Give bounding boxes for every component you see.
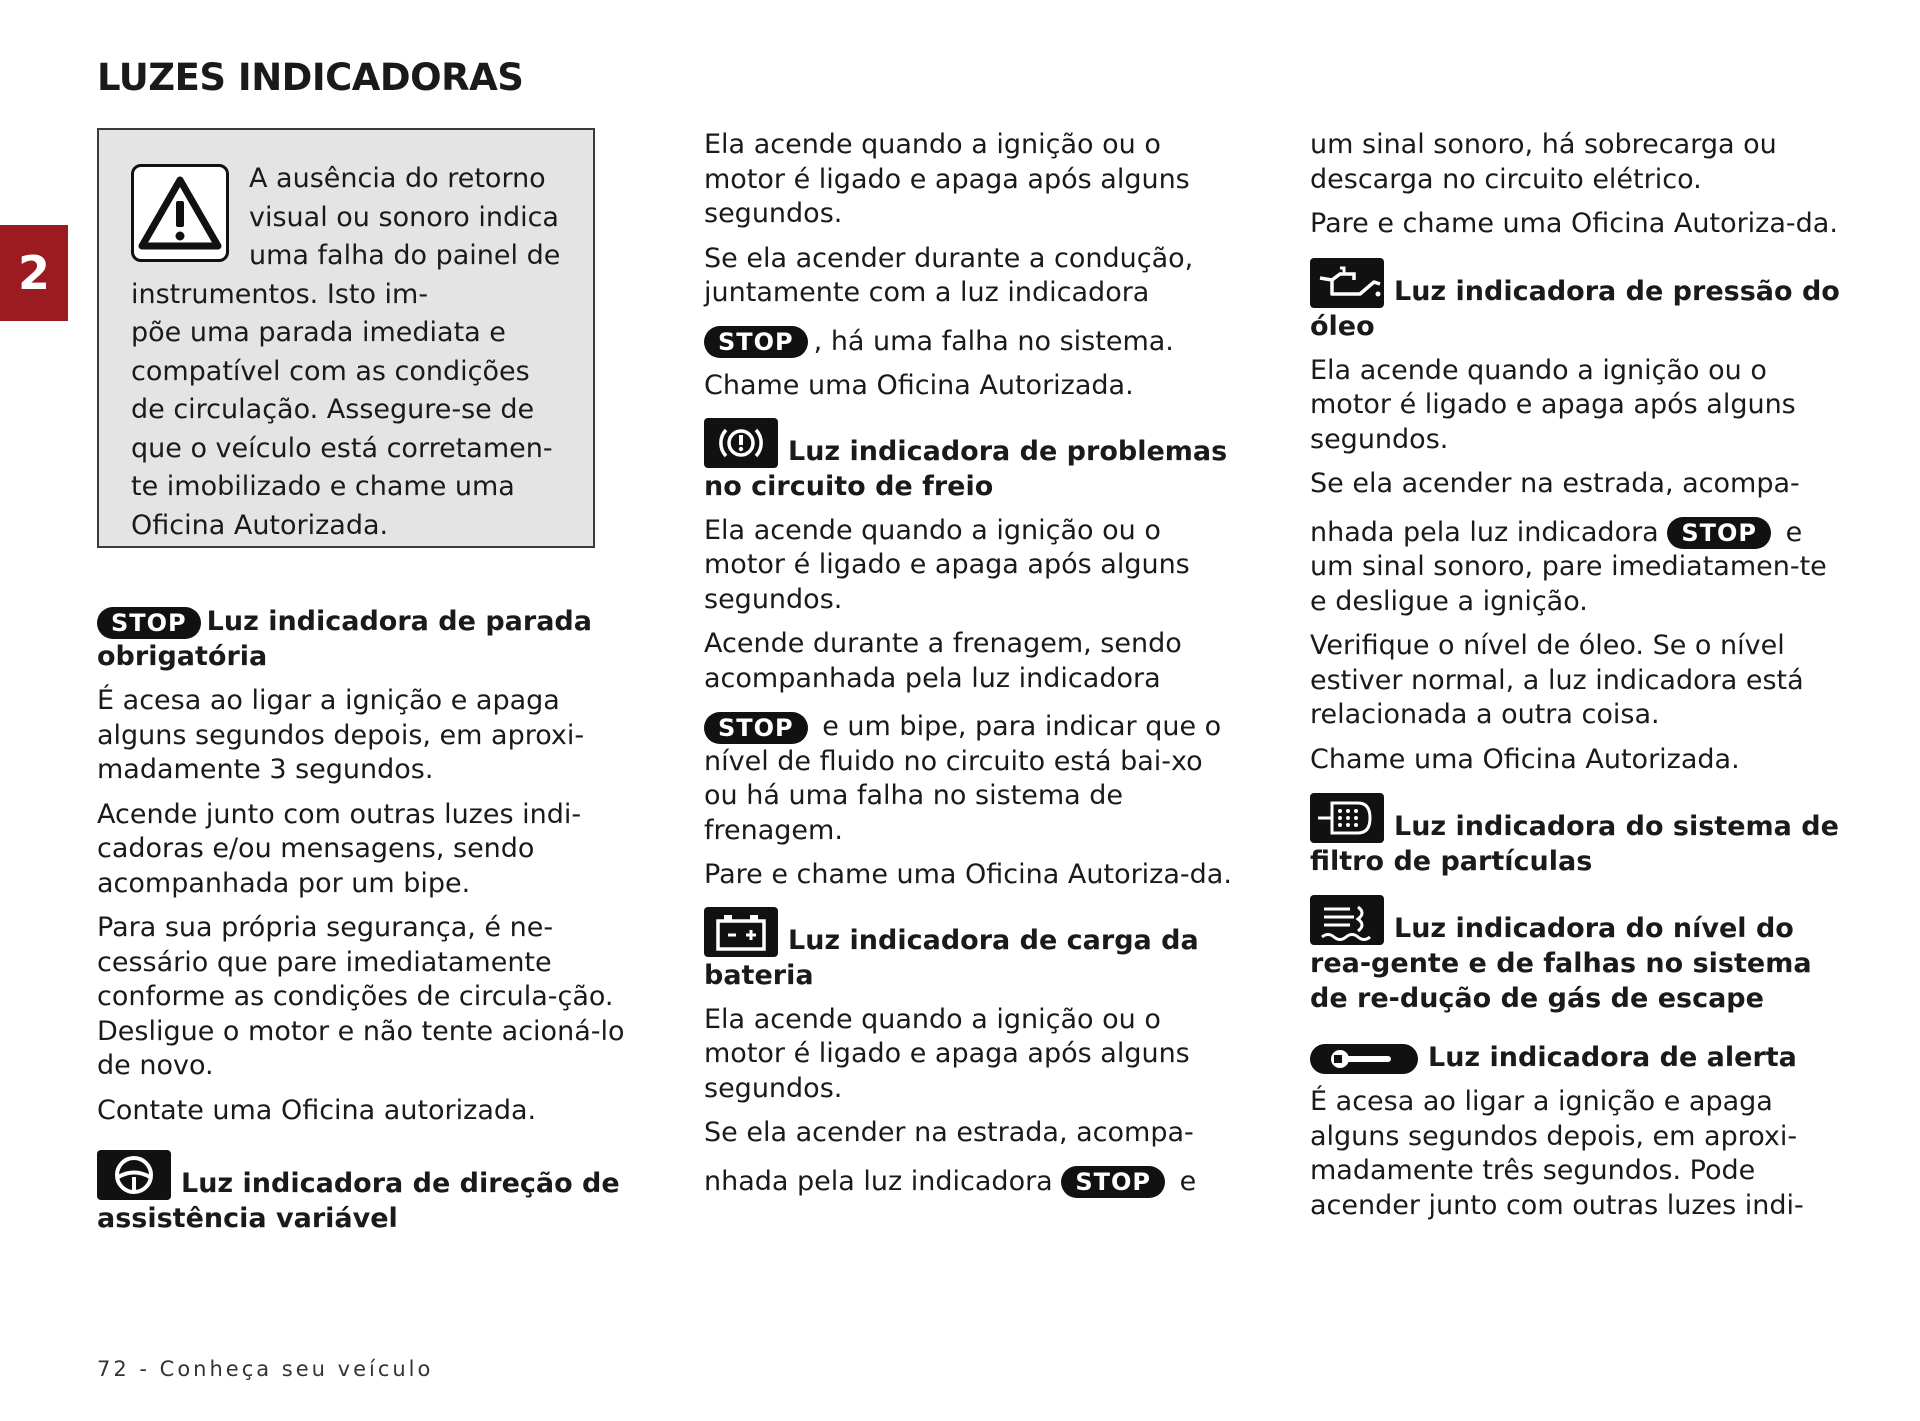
oil-heading — [1310, 258, 1850, 344]
chapter-tab: 2 — [0, 225, 68, 321]
stop-paragraph-1: É acesa ao ligar a ignição e apaga alguns segundos depois, em aproxi-madamente 3 segundos. — [97, 685, 585, 785]
brake-paragraph-4: Pare e chame uma Oficina Autoriza-da. — [704, 859, 1232, 890]
intro-paragraph-3-text: , há uma falha no sistema. — [813, 325, 1174, 357]
intro-paragraph-1: Ela acende quando a ignição ou o motor é ligado e apaga após alguns segundos. — [704, 129, 1190, 229]
brake-heading — [704, 418, 1244, 504]
warning-box — [97, 128, 595, 548]
battery-heading — [704, 907, 1244, 993]
stop-heading — [97, 604, 637, 674]
intro-paragraph-2: Se ela acender durante a condução, juntamente com a luz indicadora — [704, 242, 1194, 308]
column-3 — [1310, 128, 1850, 1233]
steering-wheel-icon — [97, 1150, 171, 1200]
page-footer: 72 - Conheça seu veículo — [97, 1357, 434, 1381]
alert-heading — [1310, 1040, 1850, 1075]
stop-badge-icon: STOP — [1061, 1166, 1165, 1198]
reagent-heading-text: Luz indicadora do nível do rea-gente e de falhas no sistema de re-dução de gás de escape — [1310, 913, 1812, 1014]
stop-badge-icon: STOP — [704, 326, 808, 358]
oil-paragraph-5: Chame uma Oficina Autorizada. — [1310, 743, 1740, 775]
particle-filter-heading-text: Luz indicadora do sistema de filtro de partículas — [1310, 811, 1839, 877]
stop-paragraph-4: Contate uma Oficina autorizada. — [97, 1094, 537, 1126]
stop-paragraph-2: Acende junto com outras luzes indi-cadoras e/ou mensagens, sendo acompanhada por um bipe. — [97, 798, 582, 899]
page-title: LUZES INDICADORAS — [97, 56, 524, 99]
battery-paragraph-3-end: e — [1170, 1165, 1197, 1197]
stop-badge-icon: STOP — [704, 712, 808, 744]
stop-badge-icon: STOP — [1667, 517, 1771, 549]
steering-heading-text: Luz indicadora de direção de assistência variável — [97, 1168, 620, 1234]
warning-text-bottom: põe uma parada imediata e compatível com as condições de circulação. Assegure-se de que o veículo está corretamen-te imobilizado e chame uma Oficina Autorizada. — [131, 317, 553, 541]
warning-triangle-icon — [131, 164, 229, 262]
alert-paragraph-1: É acesa ao ligar a ignição e apaga alguns segundos depois, em aproxi-madamente três segundos. Pode acender junto com outras luzes indi- — [1310, 1086, 1804, 1221]
oil-heading-text: Luz indicadora de pressão do óleo — [1310, 275, 1840, 342]
brake-paragraph-1: Ela acende quando a ignição ou o motor é ligado e apaga após alguns segundos. — [704, 514, 1190, 615]
column-2 — [704, 128, 1244, 1209]
intro-paragraph-3 — [704, 325, 1244, 360]
oil-paragraph-1: Ela acende quando a ignição ou o motor é ligado e apaga após alguns segundos. — [1310, 354, 1796, 455]
oil-paragraph-4: Verifique o nível de óleo. Se o nível estiver normal, a luz indicadora está relacionada a outra coisa. — [1310, 630, 1804, 730]
battery-heading-text: Luz indicadora de carga da bateria — [704, 924, 1199, 991]
battery-icon — [704, 907, 778, 957]
brake-paragraph-3 — [704, 710, 1244, 848]
warning-text-top: A ausência do retorno visual ou sonoro indica uma falha do painel de instrumentos. Isto im- — [131, 163, 561, 310]
col3-paragraph-2: Pare e chame uma Oficina Autoriza-da. — [1310, 208, 1838, 239]
col3-paragraph-1: um sinal sonoro, há sobrecarga ou descarga no circuito elétrico. — [1310, 129, 1777, 195]
stop-heading-text: Luz indicadora de parada obrigatória — [97, 606, 592, 672]
brake-paragraph-3-text: e um bipe, para indicar que o nível de fluido no circuito está bai-xo ou há uma falha no sistema de frenagem. — [704, 711, 1222, 846]
brake-heading-text: Luz indicadora de problemas no circuito de freio — [704, 435, 1228, 502]
stop-badge-icon: STOP — [97, 607, 201, 639]
oil-can-icon — [1310, 258, 1384, 308]
brake-circuit-icon — [704, 418, 778, 468]
column-1 — [97, 128, 637, 1246]
brake-paragraph-2: Acende durante a frenagem, sendo acompanhada pela luz indicadora — [704, 628, 1182, 694]
intro-paragraph-4: Chame uma Oficina Autorizada. — [704, 370, 1134, 401]
stop-paragraph-3: Para sua própria segurança, é ne-cessário que pare imediatamente conforme as condições de circula-ção. Desligue o motor e não tente acioná-lo de novo. — [97, 912, 625, 1081]
battery-paragraph-3-start: nhada pela luz indicadora — [704, 1165, 1062, 1197]
alert-heading-text: Luz indicadora de alerta — [1428, 1042, 1797, 1073]
reagent-level-icon — [1310, 895, 1384, 945]
particle-filter-icon — [1310, 793, 1384, 843]
wrench-icon — [1310, 1044, 1418, 1074]
steering-heading — [97, 1150, 637, 1236]
oil-paragraph-3-end: e um sinal sonoro, pare imediatamen-te e desligue a ignição. — [1310, 516, 1827, 617]
oil-paragraph-2: Se ela acender na estrada, acompa- — [1310, 468, 1800, 499]
reagent-heading — [1310, 895, 1850, 1016]
battery-paragraph-3 — [704, 1165, 1244, 1200]
oil-paragraph-3-start: nhada pela luz indicadora — [1310, 516, 1668, 548]
particle-filter-heading — [1310, 793, 1850, 879]
oil-paragraph-3 — [1310, 516, 1850, 620]
battery-paragraph-2: Se ela acender na estrada, acompa- — [704, 1117, 1194, 1148]
battery-paragraph-1: Ela acende quando a ignição ou o motor é ligado e apaga após alguns segundos. — [704, 1003, 1190, 1104]
